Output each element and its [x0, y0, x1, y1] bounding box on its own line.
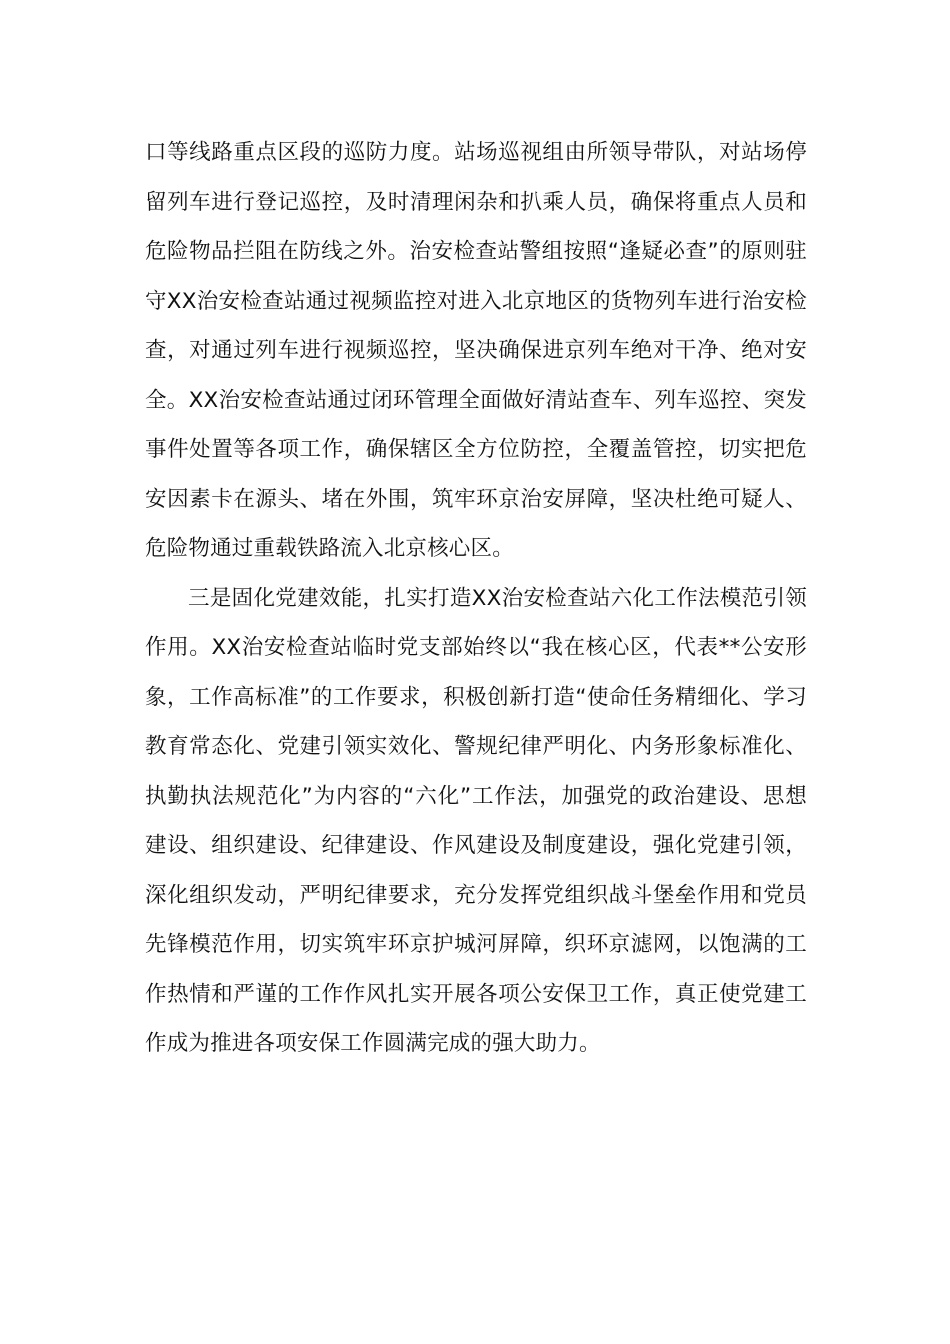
- paragraph-continuation: 口等线路重点区段的巡防力度。站场巡视组由所领导带队，对站场停留列车进行登记巡控，及时清理闲杂和扒乘人员，确保将重点人员和危险物品拦阻在防线之外。治安检查站警组按照“逢疑必查”的原则驻守XX治安检查站通过视频监控对进入北京地区的货物列车进行治安检查，对通过列车进行视频巡控，坚决确保进京列车绝对干净、绝对安全。XX治安检查站通过闭环管理全面做好清站查车、列车巡控、突发事件处置等各项工作，确保辖区全方位防控，全覆盖管控，切实把危安因素卡在源头、堵在外围，筑牢环京治安屏障，坚决杜绝可疑人、危险物通过重载铁路流入北京核心区。: [145, 140, 807, 561]
- paragraph-party-building: 三是固化党建效能，扎实打造XX治安检查站六化工作法模范引领作用。XX治安检查站临时党支部始终以“我在核心区，代表**公安形象，工作高标准”的工作要求，积极创新打造“使命任务精细化、学习教育常态化、党建引领实效化、警规纪律严明化、内务形象标准化、执勤执法规范化”为内容的“六化”工作法，加强党的政治建设、思想建设、组织建设、纪律建设、作风建设及制度建设，强化党建引领，深化组织发动，严明纪律要求，充分发挥党组织战斗堡垒作用和党员先锋模范作用，切实筑牢环京护城河屏障，织环京滤网，以饱满的工作热情和严谨的工作作风扎实开展各项公安保卫工作，真正使党建工作成为推进各项安保工作圆满完成的强大助力。: [145, 585, 807, 1056]
- document-body: [145, 128, 807, 1069]
